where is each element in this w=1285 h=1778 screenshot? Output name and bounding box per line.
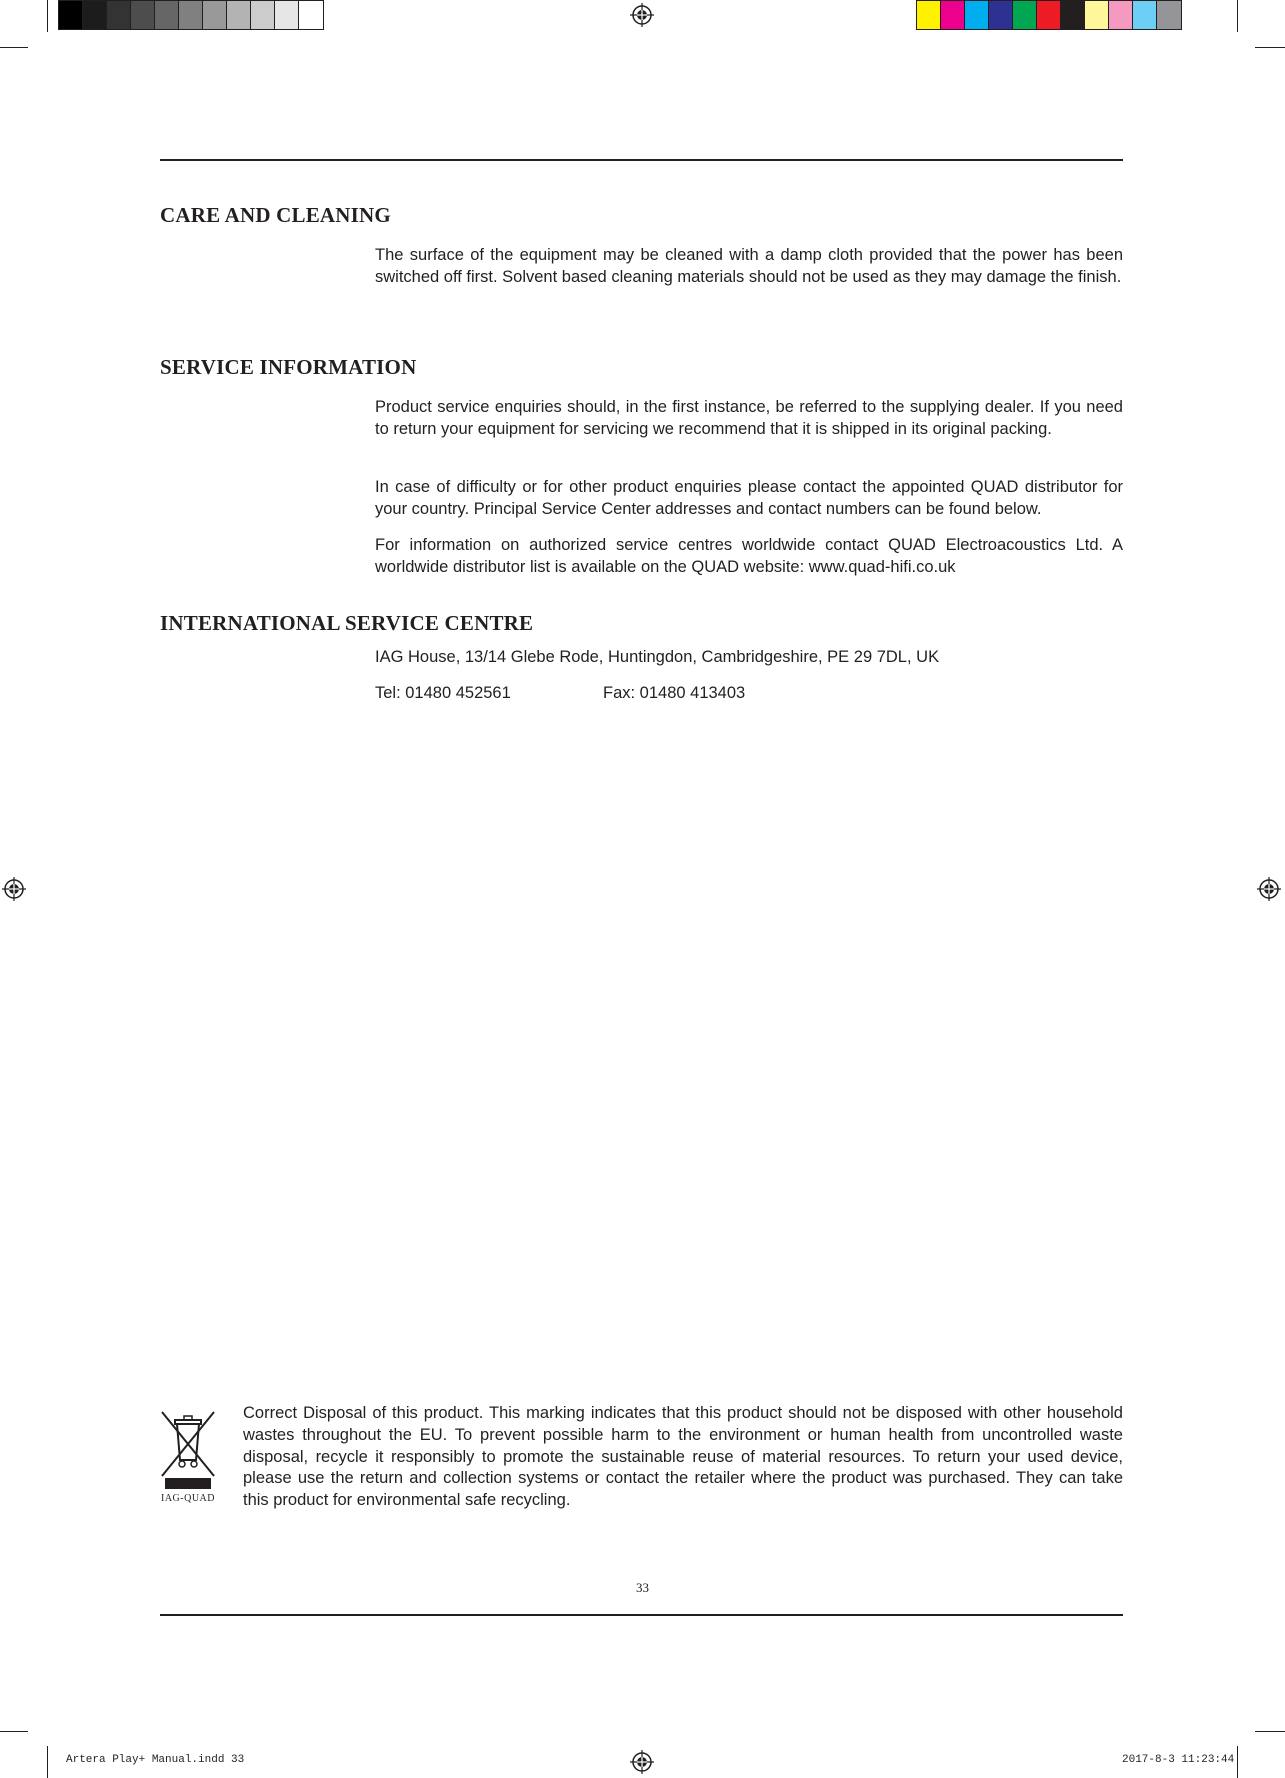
grey-swatch-6 [179,1,203,29]
registration-mark-bottom-icon [630,1750,654,1774]
disposal-paragraph: Correct Disposal of this product. This marking indicates that this product should not be disposed with other household wastes throughout the EU. To prevent possible harm to the environment or human health from uncontrolled waste disposal, recycle it responsibly to promote the sustainable reuse of material resources. To return your used device, please use the return and collection systems or contact the retailer where the product was purchased. They can take this product for environmental safe recycling. [243,1404,1123,1510]
color-swatch-3 [965,1,989,29]
slug-file-info: Artera Play+ Manual.indd 33 [66,1754,245,1766]
grey-swatch-5 [155,1,179,29]
service-centre-fax: Fax: 01480 413403 [603,684,746,702]
greyscale-color-bar [58,0,324,30]
grey-swatch-1 [59,1,83,29]
grey-swatch-3 [107,1,131,29]
service-paragraph-1: Product service enquiries should, in the first instance, be referred to the supplying dealer. If you need to return your equipment for servicing we recommend that it is shipped in its original packing. [375,398,1123,438]
care-heading: CARE AND CLEANING [160,203,391,227]
registration-mark-left-icon [2,877,26,901]
grey-swatch-8 [227,1,251,29]
crossed-out-bin-icon [158,1410,218,1482]
grey-swatch-4 [131,1,155,29]
grey-swatch-7 [203,1,227,29]
crop-mark-bottom-left-v [47,1746,48,1778]
grey-swatch-2 [83,1,107,29]
service-centre-tel: Tel: 01480 452561 [375,684,511,702]
color-swatch-5 [1013,1,1037,29]
crop-mark-bottom-left-h [0,1731,28,1732]
color-swatch-11 [1157,1,1181,29]
crop-mark-bottom-right-v [1237,1746,1238,1778]
color-swatch-2 [941,1,965,29]
crop-mark-top-left-v [47,0,48,32]
crop-mark-bottom-right-h [1255,1731,1285,1732]
weee-bar [165,1478,211,1489]
weee-logo [158,1410,218,1510]
crop-mark-top-left-h [0,47,28,48]
care-paragraph: The surface of the equipment may be cleaned with a damp cloth provided that the power has been switched off first. Solvent based cleaning materials should not be used as they may damage the finish. [375,246,1123,286]
registration-mark-right-icon [1257,877,1281,901]
color-swatch-4 [989,1,1013,29]
color-swatch-8 [1085,1,1109,29]
crop-mark-top-right-h [1255,47,1285,48]
color-swatch-1 [917,1,941,29]
service-paragraph-2: In case of difficulty or for other product enquiries please contact the appointed QUAD distributor for your country. Principal Service Center addresses and contact numbers can be found below. [375,478,1123,518]
grey-swatch-10 [275,1,299,29]
weee-logo-label: IAG-QUAD [161,1493,215,1504]
bottom-rule [160,1614,1123,1616]
service-centre-address: IAG House, 13/14 Glebe Rode, Huntingdon, Cambridgeshire, PE 29 7DL, UK [375,648,940,666]
service-paragraph-3: For information on authorized service centres worldwide contact QUAD Electroacoustics Ltd. A worldwide distributor list is available on the QUAD website: www.quad-hifi.co.uk [375,536,1123,576]
slug-timestamp: 2017-8-3 11:23:44 [1122,1754,1235,1766]
service-heading: SERVICE INFORMATION [160,355,417,379]
page-number: 33 [636,1580,649,1595]
process-color-bar [916,0,1182,30]
registration-mark-top-icon [630,3,654,27]
color-swatch-9 [1109,1,1133,29]
top-rule [160,159,1123,161]
grey-swatch-9 [251,1,275,29]
color-swatch-10 [1133,1,1157,29]
color-swatch-6 [1037,1,1061,29]
crop-mark-top-right-v [1237,0,1238,32]
international-heading: INTERNATIONAL SERVICE CENTRE [160,611,534,635]
color-swatch-7 [1061,1,1085,29]
grey-swatch-11 [299,1,323,29]
